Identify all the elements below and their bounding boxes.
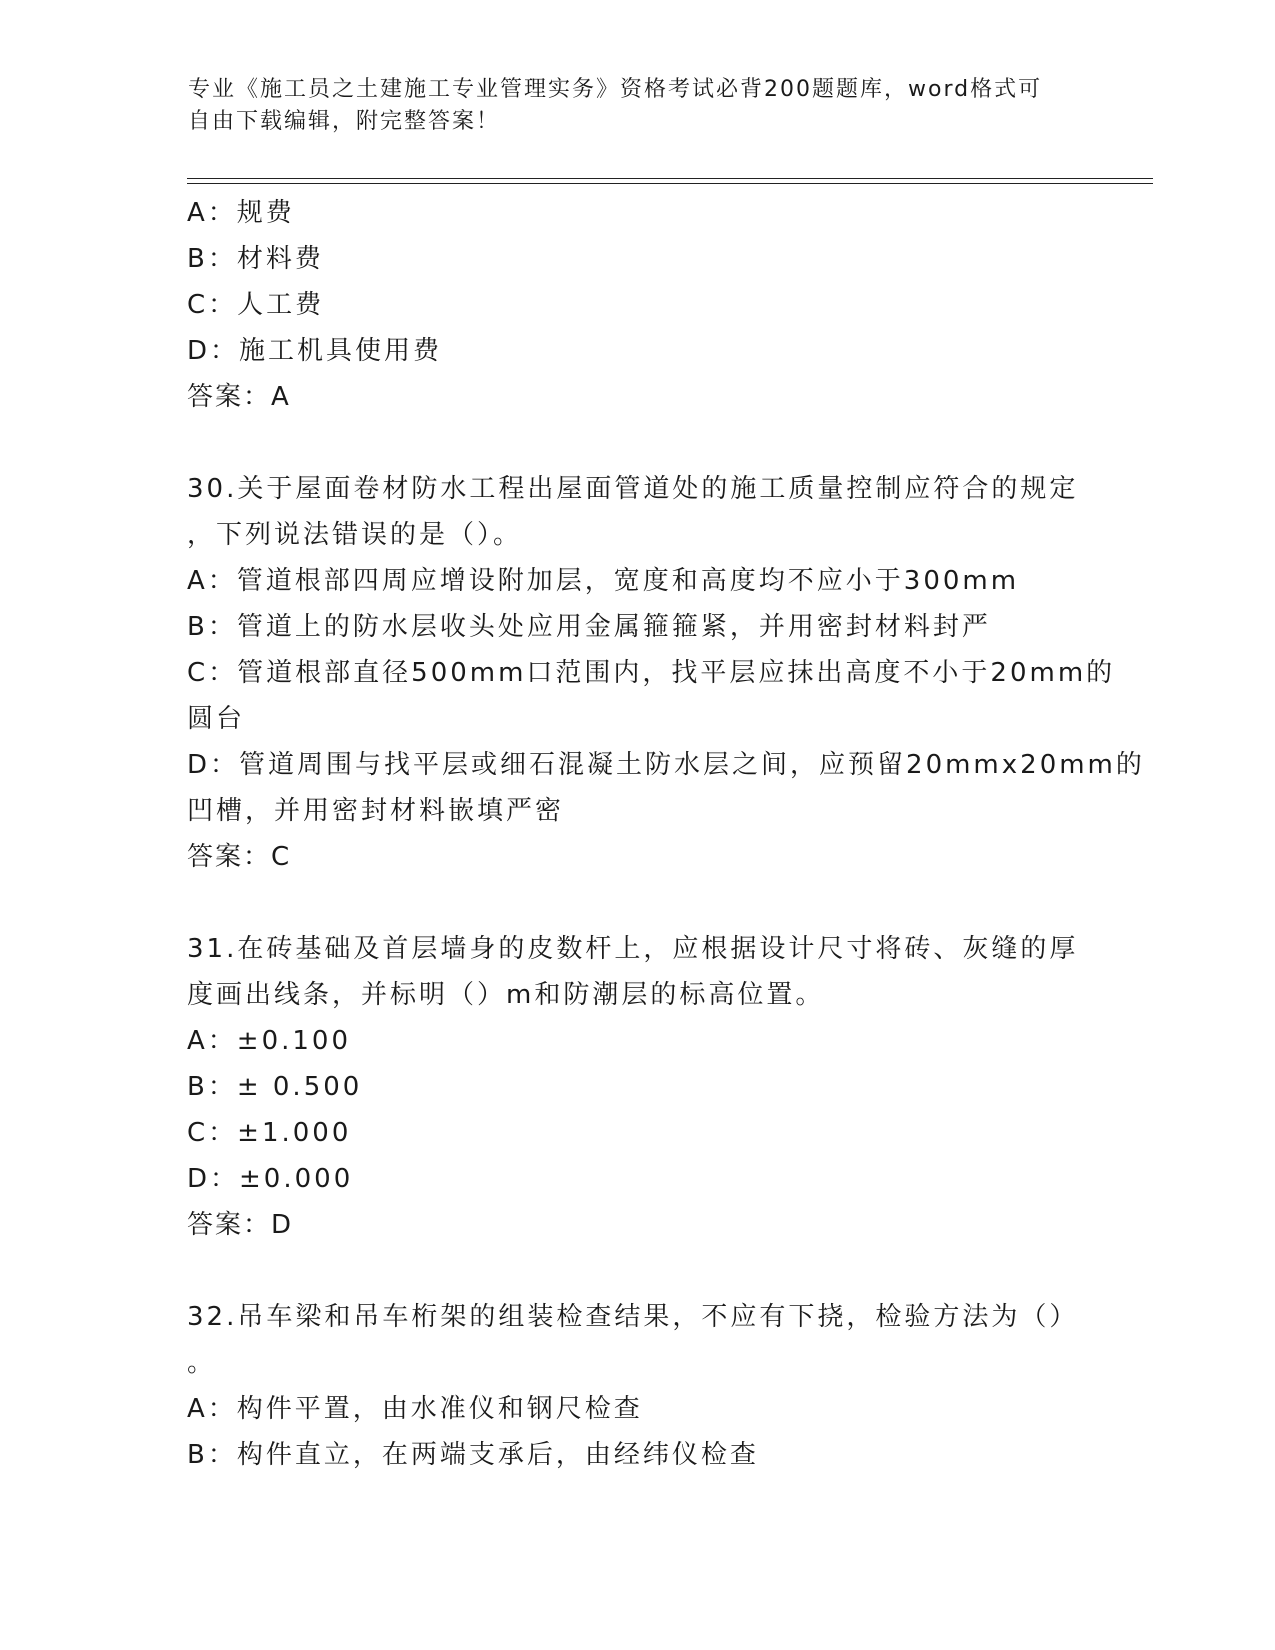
question-block: [187, 190, 1087, 420]
question-line: ，下列说法错误的是（）。: [187, 520, 523, 550]
document-header: [188, 74, 1088, 138]
question-line: 度画出线条，并标明（）m和防潮层的标高位置。: [187, 980, 825, 1010]
question-line: 圆台: [187, 704, 246, 734]
answer-line: 答案：A: [187, 382, 291, 412]
question-line: D：施工机具使用费: [187, 336, 443, 366]
block-spacer: [187, 420, 1087, 466]
block-spacer: [187, 1248, 1087, 1294]
question-line: 30.关于屋面卷材防水工程出屋面管道处的施工质量控制应符合的规定: [187, 474, 1079, 504]
question-line: B：管道上的防水层收头处应用金属箍箍紧，并用密封材料封严: [187, 612, 991, 642]
question-block: [187, 926, 1087, 1248]
header-divider-bottom: [187, 183, 1153, 184]
question-list: [187, 190, 1145, 1478]
block-spacer: [187, 880, 1087, 926]
question-line: 32.吊车梁和吊车桁架的组装检查结果，不应有下挠，检验方法为（）: [187, 1302, 1079, 1332]
question-line: D：管道周围与找平层或细石混凝土防水层之间，应预留20mmx20mm的: [187, 750, 1145, 780]
header-line-2: 自由下载编辑，附完整答案！: [188, 109, 501, 134]
question-line: 凹槽，并用密封材料嵌填严密: [187, 796, 565, 826]
question-line: A：管道根部四周应增设附加层，宽度和高度均不应小于300mm: [187, 566, 1020, 596]
answer-line: 答案：C: [187, 842, 292, 872]
question-block: [187, 466, 1145, 880]
question-line: A：±0.100: [187, 1026, 352, 1056]
question-line: B：材料费: [187, 244, 324, 274]
question-line: 。: [187, 1348, 217, 1378]
header-divider-top: [187, 178, 1153, 179]
question-block: [187, 1294, 1087, 1478]
question-line: C：±1.000: [187, 1118, 352, 1148]
question-line: B：构件直立，在两端支承后，由经纬仪检查: [187, 1440, 759, 1470]
answer-line: 答案：D: [187, 1210, 294, 1240]
question-line: A：规费: [187, 198, 295, 228]
question-line: A：构件平置，由水准仪和钢尺检查: [187, 1394, 643, 1424]
question-line: D：±0.000: [187, 1164, 354, 1194]
header-line-1: 专业《施工员之土建施工专业管理实务》资格考试必背200题题库，word格式可: [188, 77, 1043, 102]
question-line: C：人工费: [187, 290, 325, 320]
question-line: B：± 0.500: [187, 1072, 363, 1102]
question-line: C：管道根部直径500mm口范围内，找平层应抹出高度不小于20mm的: [187, 658, 1116, 688]
question-line: 31.在砖基础及首层墙身的皮数杆上，应根据设计尺寸将砖、灰缝的厚: [187, 934, 1079, 964]
